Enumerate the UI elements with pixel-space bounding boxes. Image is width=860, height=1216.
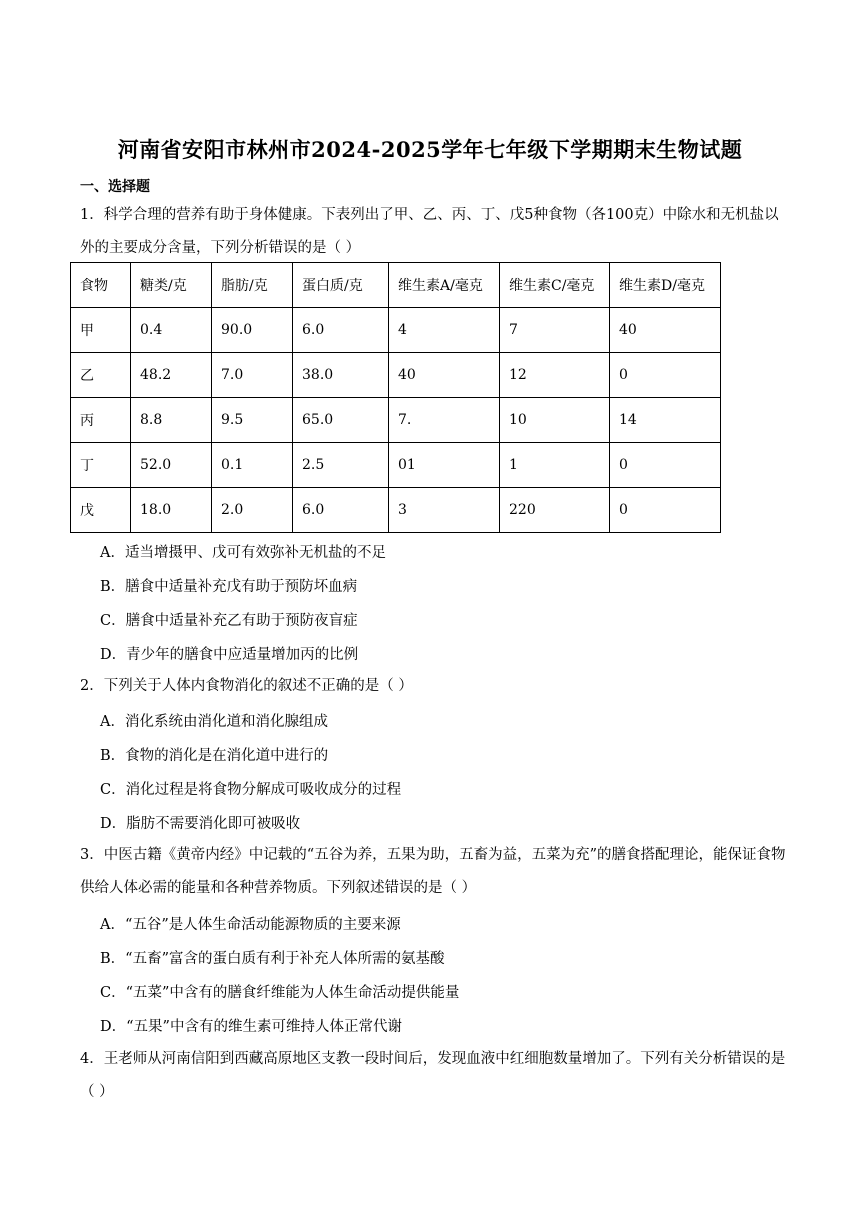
table-row [71,443,721,488]
question-1-option-b: B．膳食中适量补充戊有助于预防坏血病 [100,579,358,595]
table-row [71,308,721,353]
table-header-cell: 维生素C/毫克 [500,263,610,308]
question-1-option-d: D．青少年的膳食中应适量增加丙的比例 [100,647,359,663]
table-cell: 3 [389,488,500,533]
table-row [71,488,721,533]
table-cell: 6.0 [293,488,389,533]
table-cell: 0 [610,443,721,488]
question-2-option-b: B．食物的消化是在消化道中进行的 [100,748,329,764]
question-1-option-c: C．膳食中适量补充乙有助于预防夜盲症 [100,613,358,629]
question-2-option-d: D．脂肪不需要消化即可被吸收 [100,816,301,832]
table-cell: 90.0 [212,308,293,353]
table-cell: 乙 [71,353,131,398]
question-2-text: 2．下列关于人体内食物消化的叙述不正确的是（ ） [80,678,413,694]
question-3-option-b: B．“五畜”富含的蛋白质有利于补充人体所需的氨基酸 [100,951,445,967]
table-cell: 丁 [71,443,131,488]
table-cell: 220 [500,488,610,533]
table-cell: 38.0 [293,353,389,398]
question-3-option-c: C．“五菜”中含有的膳食纤维能为人体生命活动提供能量 [100,985,460,1001]
table-cell: 12 [500,353,610,398]
table-cell: 40 [610,308,721,353]
table-cell: 7. [389,398,500,443]
question-1-option-a: A．适当增摄甲、戊可有效弥补无机盐的不足 [100,545,386,561]
table-cell: 1 [500,443,610,488]
table-cell: 10 [500,398,610,443]
table-cell: 2.0 [212,488,293,533]
table-cell: 甲 [71,308,131,353]
table-cell: 9.5 [212,398,293,443]
table-cell: 0.4 [131,308,212,353]
table-cell: 7.0 [212,353,293,398]
table-header-cell: 脂肪/克 [212,263,293,308]
question-2-option-c: C．消化过程是将食物分解成可吸收成分的过程 [100,782,402,798]
table-cell: 8.8 [131,398,212,443]
table-cell: 0.1 [212,443,293,488]
question-3-text: 3．中医古籍《黄帝内经》中记载的“五谷为养，五果为助，五畜为益，五菜为充”的膳食搭配理论，能保证食物供给人体必需的能量和各种营养物质。下列叙述错误的是（ ） [80,847,786,896]
table-header-cell: 糖类/克 [131,263,212,308]
table-row [71,353,721,398]
table-cell: 0 [610,488,721,533]
table-cell: 0 [610,353,721,398]
question-3-option-d: D．“五果”中含有的维生素可维持人体正常代谢 [100,1019,402,1035]
table-cell: 18.0 [131,488,212,533]
table-cell: 戊 [71,488,131,533]
table-cell: 48.2 [131,353,212,398]
question-4-text: 4．王老师从河南信阳到西藏高原地区支教一段时间后，发现血液中红细胞数量增加了。下列有关分析错误的是（ ） [80,1051,786,1100]
page-title: 河南省安阳市林州市2024-2025学年七年级下学期期末生物试题 [117,137,743,162]
table-header-cell: 蛋白质/克 [293,263,389,308]
table-cell: 01 [389,443,500,488]
nutrient-table [70,262,721,533]
table-cell: 4 [389,308,500,353]
table-header-cell: 食物 [71,263,131,308]
table-header-cell: 维生素D/毫克 [610,263,721,308]
table-cell: 14 [610,398,721,443]
table-cell: 丙 [71,398,131,443]
table-cell: 52.0 [131,443,212,488]
table-row [71,398,721,443]
table-cell: 2.5 [293,443,389,488]
table-cell: 6.0 [293,308,389,353]
table-header-row [71,263,721,308]
table-cell: 65.0 [293,398,389,443]
table-cell: 40 [389,353,500,398]
table-header-cell: 维生素A/毫克 [389,263,500,308]
question-1-text: 1．科学合理的营养有助于身体健康。下表列出了甲、乙、丙、丁、戊5种食物（各100克）中除水和无机盐以外的主要成分含量，下列分析错误的是（ ） [80,207,779,256]
table-cell: 7 [500,308,610,353]
question-3-option-a: A．“五谷”是人体生命活动能源物质的主要来源 [100,917,401,933]
section-heading: 一、选择题 [80,179,150,195]
question-2-option-a: A．消化系统由消化道和消化腺组成 [100,714,328,730]
